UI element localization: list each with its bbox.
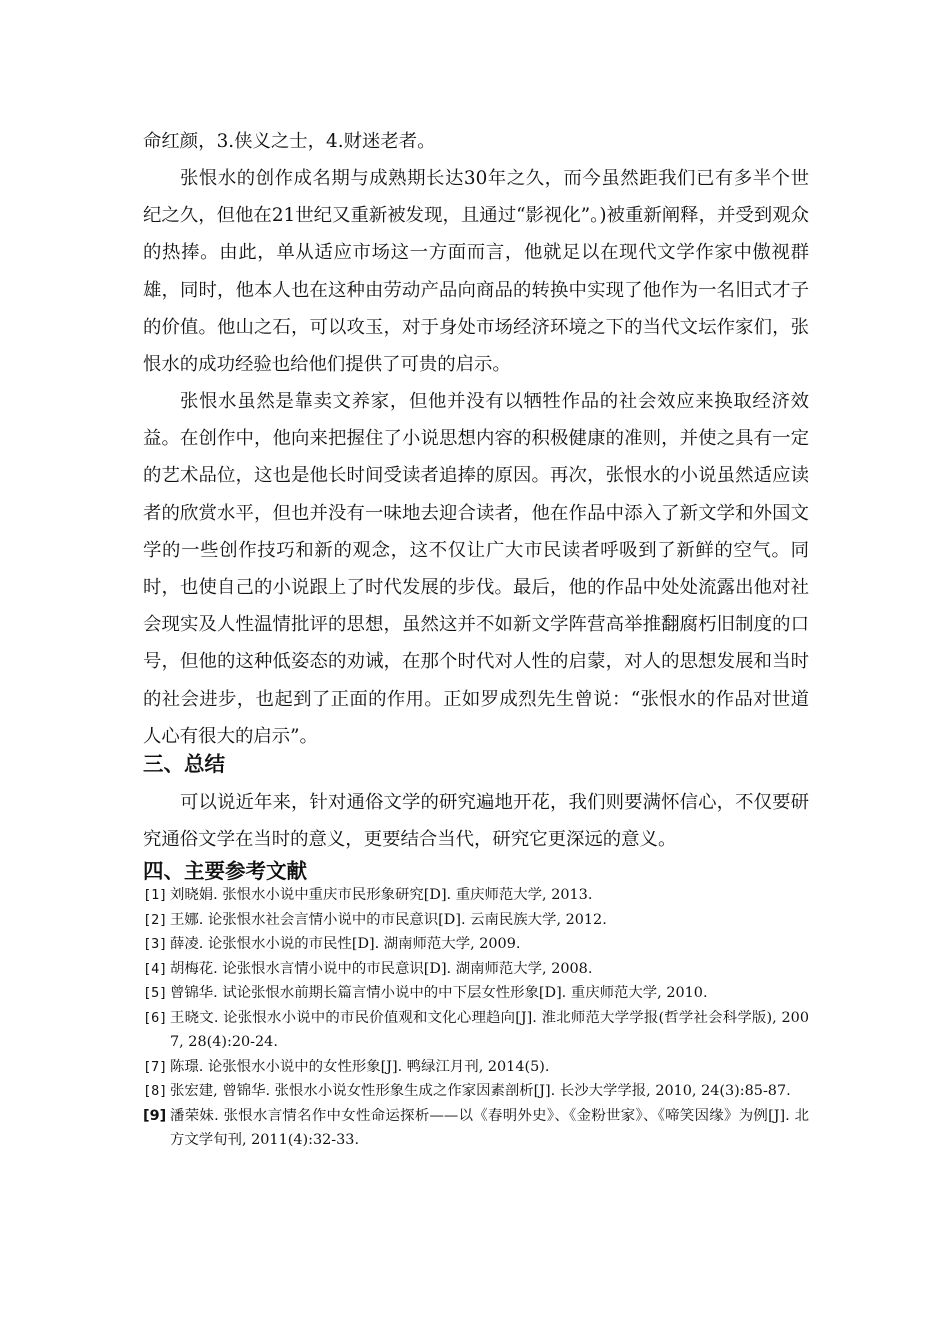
body-paragraph-continued: 命红颜，3.侠义之士，4.财迷老者。 (143, 131, 436, 152)
reference-number: [7] (143, 1058, 168, 1075)
reference-item (143, 957, 809, 982)
reference-item (143, 981, 809, 1006)
body-paragraph-social-effect: 张恨水虽然是靠卖文养家，但他并没有以牺牲作品的社会效应来换取经济效益。在创作中，他向来把握住了小说思想内容的积极健康的准则，并使之具有一定的艺术品位，这也是他长时间受读者追捧的原因。再次，张恨水的小说虽然适应读者的欣赏水平，但也并没有一味地去迎合读者，他在作品中添入了新文学和外国文学的一些创作技巧和新的观念，这不仅让广大市民读者呼吸到了新鲜的空气。同时，也使自己的小说跟上了时代发展的步伐。最后，他的作品中处处流露出他对社会现实及人性温情批评的思想，虽然这并不如新文学阵营高举推翻腐朽旧制度的口号，但他的这种低姿态的劝诫，在那个时代对人性的启蒙，对人的思想发展和当时的社会进步，也起到了正面的作用。正如罗成烈先生曾说：“张恨水的作品对世道人心有很大的启示”。 (143, 391, 809, 747)
reference-item (143, 1006, 809, 1055)
reference-item (143, 883, 809, 908)
reference-text: 王晓文. 论张恨水小说中的市民价值观和文化心理趋向[J]. 淮北师范大学学报(哲学社会科学版), 2007, 28(4):20-24. (170, 1009, 809, 1050)
section-heading-conclusion: 三、总结 (143, 752, 225, 776)
reference-text: 张宏建, 曾锦华. 张恨水小说女性形象生成之作家因素剖析[J]. 长沙大学学报, 2010, 24(3):85-87. (170, 1083, 791, 1099)
reference-text: 刘晓娟. 张恨水小说中重庆市民形象研究[D]. 重庆师范大学, 2013. (170, 887, 593, 903)
reference-text: 薛凌. 论张恨水小说的市民性[D]. 湖南师范大学, 2009. (170, 936, 521, 952)
reference-text: 陈璟. 论张恨水小说中的女性形象[J]. 鸭绿江月刊, 2014(5). (170, 1058, 550, 1075)
reference-number: [5] (143, 985, 168, 1001)
body-paragraph-success: 张恨水的创作成名期与成熟期长达30年之久，而今虽然距我们已有多半个世纪之久，但他在21世纪又重新被发现，且通过“影视化”。)被重新阐释，并受到观众的热捧。由此，单从适应市场这一方面而言，他就足以在现代文学作家中傲视群雄，同时，他本人也在这种由劳动产品向商品的转换中实现了他作为一名旧式才子的价值。他山之石，可以攻玉，对于身处市场经济环境之下的当代文坛作家们，张恨水的成功经验也给他们提供了可贵的启示。 (143, 168, 809, 376)
section-heading-references: 四、主要参考文献 (143, 859, 307, 883)
reference-item (143, 1104, 809, 1153)
reference-item (143, 908, 809, 933)
reference-number: [9] (143, 1107, 167, 1124)
reference-number: [2] (143, 911, 168, 928)
reference-number: [4] (143, 960, 168, 977)
reference-number: [8] (143, 1083, 168, 1099)
reference-text: 王娜. 论张恨水社会言情小说中的市民意识[D]. 云南民族大学, 2012. (170, 911, 607, 928)
reference-item (143, 1055, 809, 1080)
reference-item (143, 932, 809, 957)
reference-number: [6] (143, 1009, 168, 1026)
body-paragraph-conclusion: 可以说近年来，针对通俗文学的研究遍地开花，我们则要满怀信心，不仅要研究通俗文学在当时的意义，更要结合当代，研究它更深远的意义。 (143, 792, 809, 851)
reference-text: 胡梅花. 论张恨水言情小说中的市民意识[D]. 湖南师范大学, 2008. (170, 960, 593, 977)
reference-text: 曾锦华. 试论张恨水前期长篇言情小说中的中下层女性形象[D]. 重庆师范大学, 2010. (170, 985, 708, 1001)
reference-number: [1] (143, 887, 168, 903)
reference-item (143, 1079, 809, 1104)
reference-number: [3] (143, 936, 168, 952)
reference-list (143, 883, 809, 1153)
reference-text: 潘荣妹. 张恨水言情名作中女性命运探析——以《春明外史》、《金粉世家》、《啼笑因缘》为例[J]. 北方文学旬刊, 2011(4):32-33. (170, 1107, 809, 1148)
